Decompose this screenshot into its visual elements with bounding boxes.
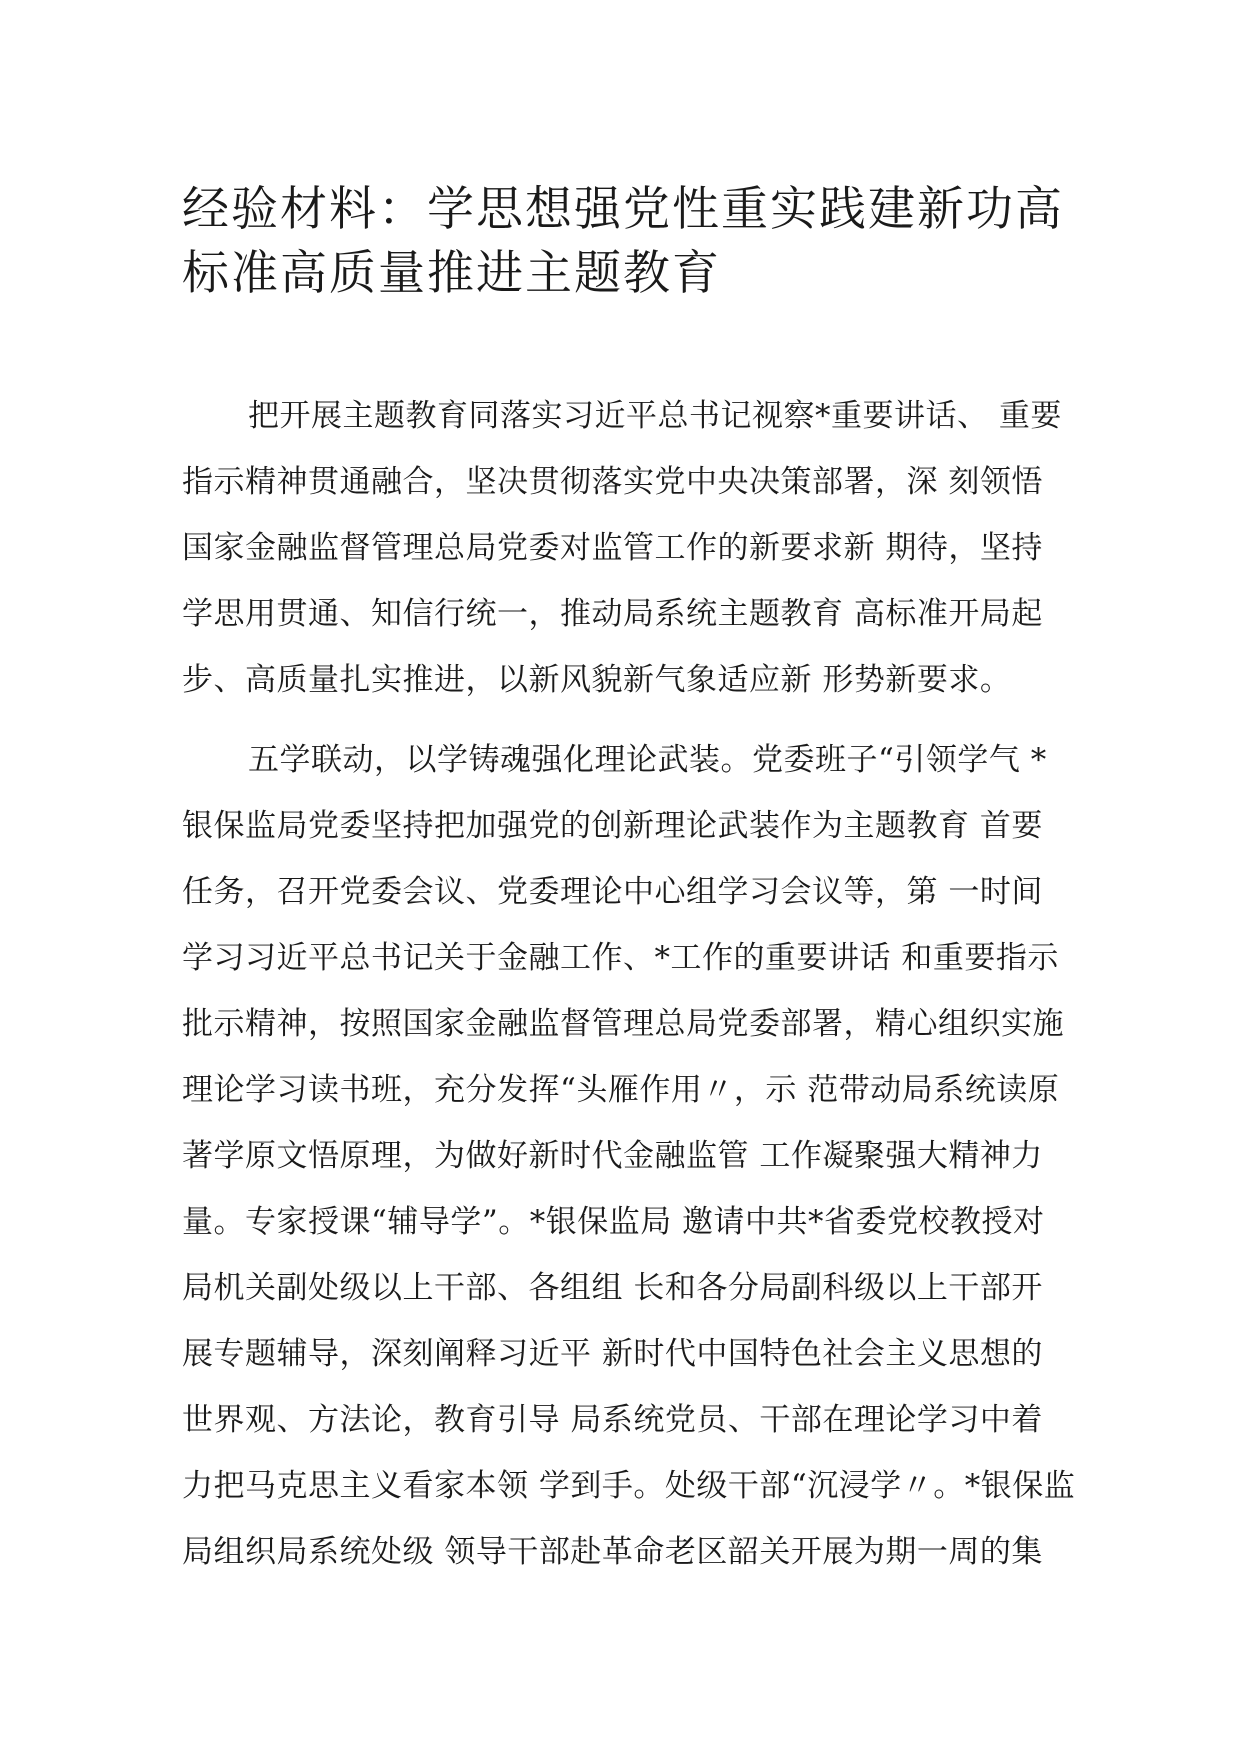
text-line: 银保监局党委坚持把加强党的创新理论武装作为主题教育 首要: [182, 808, 1043, 844]
text-line: 批示精神，按照国家金融监督管理总局党委部署，精心组织实施: [182, 1006, 1064, 1042]
text-line: 学思用贯通、知信行统一，推动局系统主题教育 高标准开局起: [182, 596, 1043, 632]
text-line: 著学原文悟原理，为做好新时代金融监管 工作凝聚强大精神力: [182, 1138, 1043, 1174]
text-line: 理论学习读书班，充分发挥“头雁作用〃，示 范带动局系统读原: [182, 1072, 1060, 1108]
text-line: 局机关副处级以上干部、各组组 长和各分局副科级以上干部开: [182, 1270, 1043, 1306]
text-line: 学习习近平总书记关于金融工作、*工作的重要讲话 和重要指示: [182, 940, 1059, 976]
text-line: 展专题辅导，深刻阐释习近平 新时代中国特色社会主义思想的: [182, 1336, 1043, 1372]
text-line: 局组织局系统处级 领导干部赴革命老区韶关开展为期一周的集: [182, 1534, 1043, 1570]
document-title: [182, 178, 1082, 306]
title-line-1: 经验材料：学思想强党性重实践建新功高: [182, 182, 1064, 237]
text-line: 任务，召开党委会议、党委理论中心组学习会议等，第 一时间: [182, 874, 1043, 910]
text-line: 把开展主题教育同落实习近平总书记视察*重要讲话、 重要: [248, 398, 1062, 434]
text-line: 步、高质量扎实推进，以新风貌新气象适应新 形势新要求。: [182, 662, 1012, 698]
paragraph-2: [182, 727, 1076, 1585]
paragraph-1: [182, 383, 1062, 713]
text-line: 力把马克思主义看家本领 学到手。处级干部“沉浸学〃。*银保监: [182, 1468, 1076, 1504]
text-line: 量。专家授课“辅导学”。*银保监局 邀请中共*省委党校教授对: [182, 1204, 1045, 1240]
text-line: 国家金融监督管理总局党委对监管工作的新要求新 期待，坚持: [182, 530, 1043, 566]
document-body: [182, 383, 1076, 1585]
text-line: 五学联动，以学铸魂强化理论武装。党委班子“引领学气 *: [248, 742, 1047, 778]
text-line: 指示精神贯通融合，坚决贯彻落实党中央决策部署，深 刻领悟: [182, 464, 1043, 500]
title-line-2: 标准高质量推进主题教育: [182, 246, 721, 301]
text-line: 世界观、方法论，教育引导 局系统党员、干部在理论学习中着: [182, 1402, 1043, 1438]
